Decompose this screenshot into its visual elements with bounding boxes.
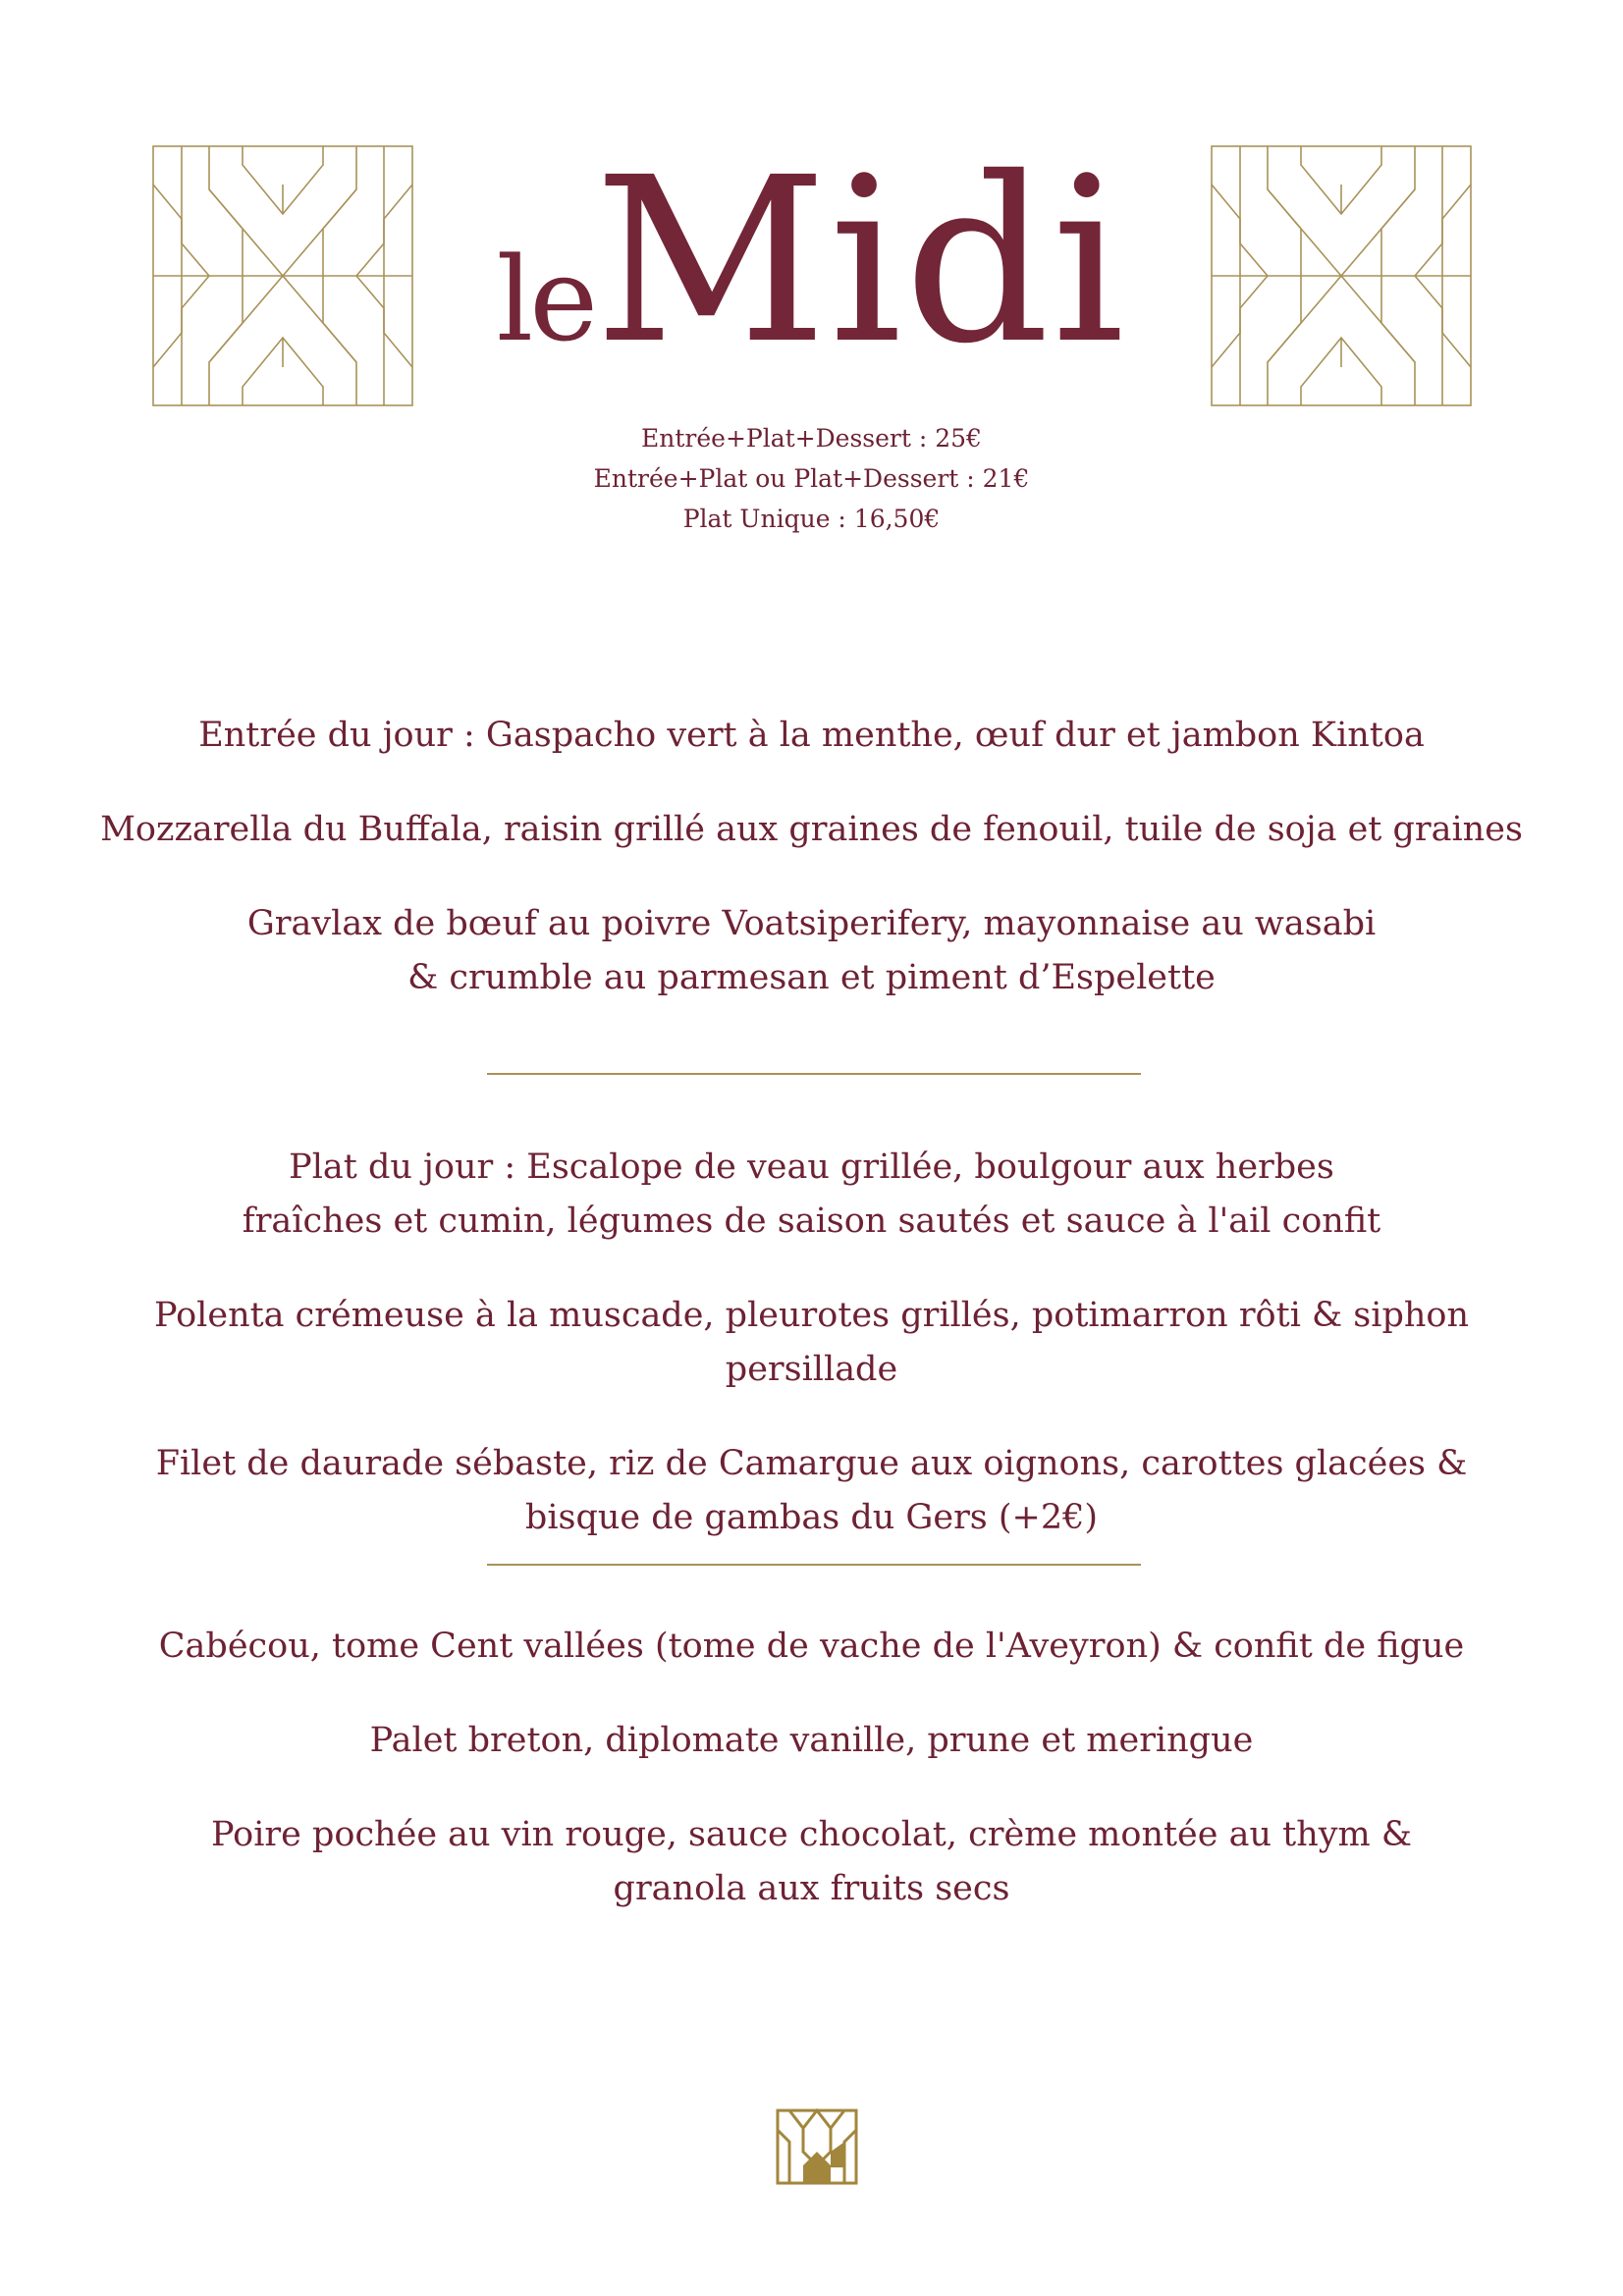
title-small: le — [496, 232, 595, 367]
menu-item: Plat du jour : Escalope de veau grillée, boulgour aux herbes fraîches et cumin, légumes de saison sautés et sauce à l'ail confit — [242, 1148, 1381, 1241]
mains-section — [79, 1141, 1544, 1545]
price-line: Entrée+Plat ou Plat+Dessert : 21€ — [593, 464, 1030, 493]
title-large: Midi — [594, 129, 1127, 394]
section-divider — [487, 1564, 1141, 1566]
menu-item: Poire pochée au vin rouge, sauce chocolat, crème montée au thym & granola aux fruits secs — [211, 1815, 1412, 1908]
menu-item: Gravlax de bœuf au poivre Voatsiperifery, mayonnaise au wasabi & crumble au parmesan et piment d’Espelette — [246, 904, 1377, 997]
menu-item: Filet de daurade sébaste, riz de Camargue aux oignons, carottes glacées & bisque de gambas du Gers (+2€) — [155, 1444, 1468, 1537]
menu-item: Polenta crémeuse à la muscade, pleurotes grillés, potimarron rôti & siphon persillade — [153, 1296, 1470, 1389]
menu-item: Palet breton, diplomate vanille, prune et meringue — [369, 1721, 1254, 1760]
price-line: Entrée+Plat+Dessert : 25€ — [641, 424, 982, 453]
price-line: Plat Unique : 16,50€ — [682, 505, 941, 533]
brand-logo — [776, 2109, 858, 2185]
menu-item: Mozzarella du Buffala, raisin grillé aux graines de fenouil, tuile de soja et graines — [100, 810, 1523, 849]
desserts-section — [79, 1620, 1544, 1916]
pricing-block — [0, 418, 1623, 539]
section-divider — [487, 1073, 1141, 1075]
menu-item: Entrée du jour : Gaspacho vert à la menthe, œuf dur et jambon Kintoa — [198, 716, 1425, 755]
menu-item: Cabécou, tome Cent vallées (tome de vache de l'Aveyron) & confit de figue — [158, 1627, 1465, 1666]
page-title — [0, 129, 1623, 394]
starters-section — [79, 709, 1544, 1005]
